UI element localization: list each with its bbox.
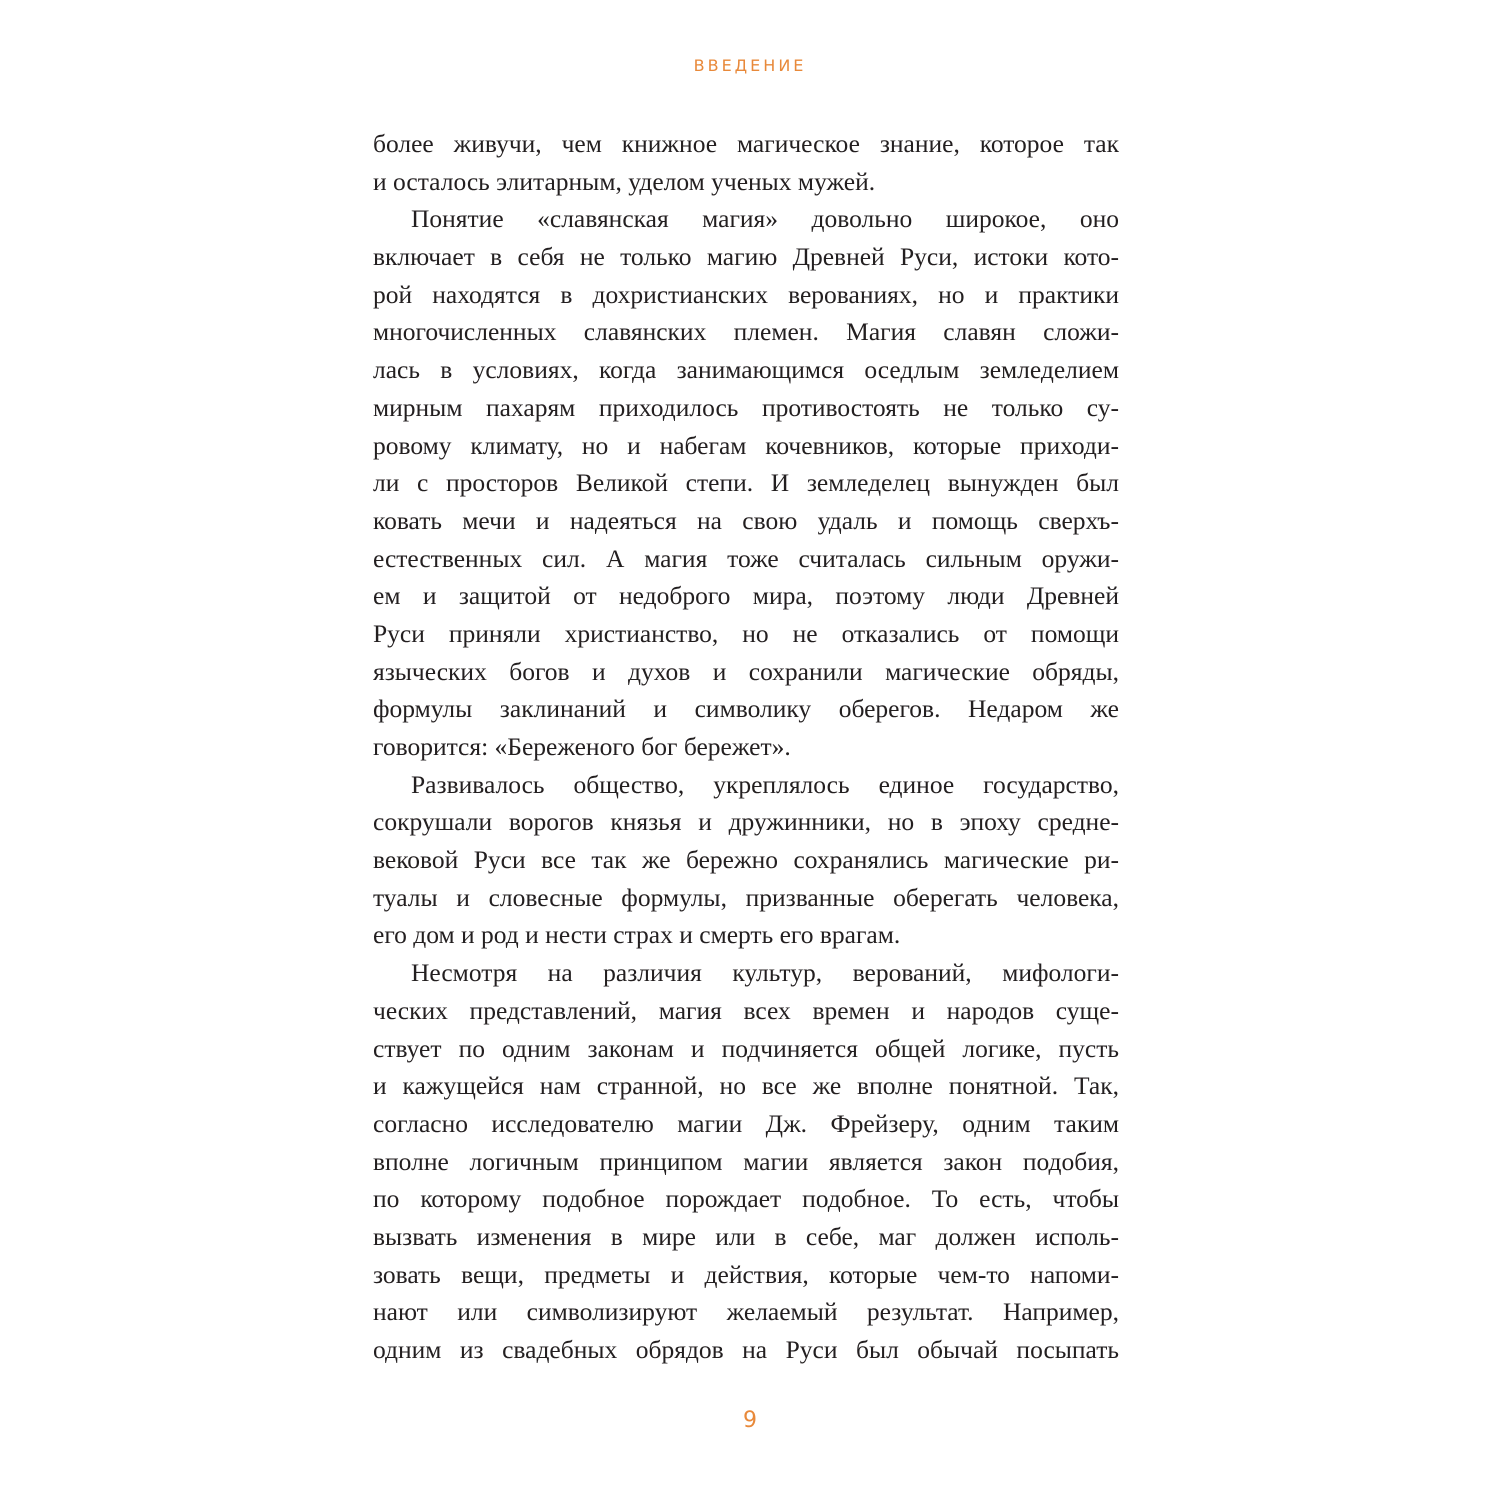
text-line: и осталось элитарным, уделом ученых мужей. [373, 166, 876, 196]
paragraph [373, 766, 1119, 954]
text-line: ковать мечи и надеяться на свою удаль и помощь сверхъ- [373, 505, 1119, 535]
text-line: многочисленных славянских племен. Магия славян сложи- [373, 317, 1119, 347]
text-line: согласно исследователю магии Дж. Фрейзеру, одним таким [373, 1108, 1119, 1138]
text-line: рой находятся в дохристианских верованиях, но и практики [373, 279, 1119, 309]
text-line: Руси приняли христианство, но не отказались от помощи [373, 618, 1119, 648]
text-line: нают или символизируют желаемый результат. Например, [373, 1297, 1119, 1327]
text-line: Развивалось общество, укреплялось единое государство, [411, 769, 1119, 799]
text-line: туалы и словесные формулы, призванные оберегать человека, [373, 882, 1119, 912]
text-line: Понятие «славянская магия» довольно широкое, оно [411, 204, 1119, 234]
text-line: ческих представлений, магия всех времен и народов суще- [373, 995, 1119, 1025]
text-line: ствует по одним законам и подчиняется общей логике, пусть [373, 1033, 1119, 1063]
text-line: ли с просторов Великой степи. И земледелец вынужден был [373, 468, 1119, 498]
paragraph [373, 954, 1119, 1369]
paragraph [373, 200, 1119, 765]
text-line: более живучи, чем книжное магическое знание, которое так [373, 129, 1119, 158]
text-line: ем и защитой от недоброго мира, поэтому люди Древней [373, 581, 1119, 611]
text-line: вполне логичным принципом магии является закон подобия, [373, 1146, 1119, 1176]
text-line: включает в себя не только магию Древней Руси, истоки кото- [373, 242, 1119, 272]
text-line: естественных сил. А магия тоже считалась сильным оружи- [373, 543, 1119, 573]
text-line: Несмотря на различия культур, верований, мифологи- [411, 958, 1119, 988]
text-line: зовать вещи, предметы и действия, которые чем-то напоми- [373, 1259, 1119, 1289]
text-line: вековой Руси все так же бережно сохранялись магические ри- [373, 845, 1119, 875]
text-line: по которому подобное порождает подобное. То есть, чтобы [373, 1184, 1119, 1214]
text-line: мирным пахарям приходилось противостоять не только су- [373, 392, 1119, 422]
text-line: языческих богов и духов и сохранили магические обряды, [373, 656, 1119, 686]
text-line: лась в условиях, когда занимающимся оседлым земледелием [373, 355, 1119, 385]
text-line: сокрушали ворогов князья и дружинники, но в эпоху средне- [373, 807, 1119, 837]
text-line: говорится: «Береженого бог бережет». [373, 732, 791, 761]
page-number: 9 [743, 1408, 757, 1433]
text-line: и кажущейся нам странной, но все же вполне понятной. Так, [373, 1071, 1119, 1101]
text-line: его дом и род и нести страх и смерть его врагам. [373, 920, 901, 950]
paragraph [373, 125, 1119, 200]
text-line: вызвать изменения в мире или в себе, маг должен исполь- [373, 1221, 1119, 1251]
text-line: ровому климату, но и набегам кочевников, которые приходи- [373, 430, 1119, 460]
body-text [373, 125, 1119, 1369]
running-header: ВВЕДЕНИЕ [693, 56, 807, 75]
text-line: одним из свадебных обрядов на Руси был обычай посыпать [373, 1335, 1119, 1364]
text-line: формулы заклинаний и символику оберегов. Недаром же [373, 694, 1119, 724]
